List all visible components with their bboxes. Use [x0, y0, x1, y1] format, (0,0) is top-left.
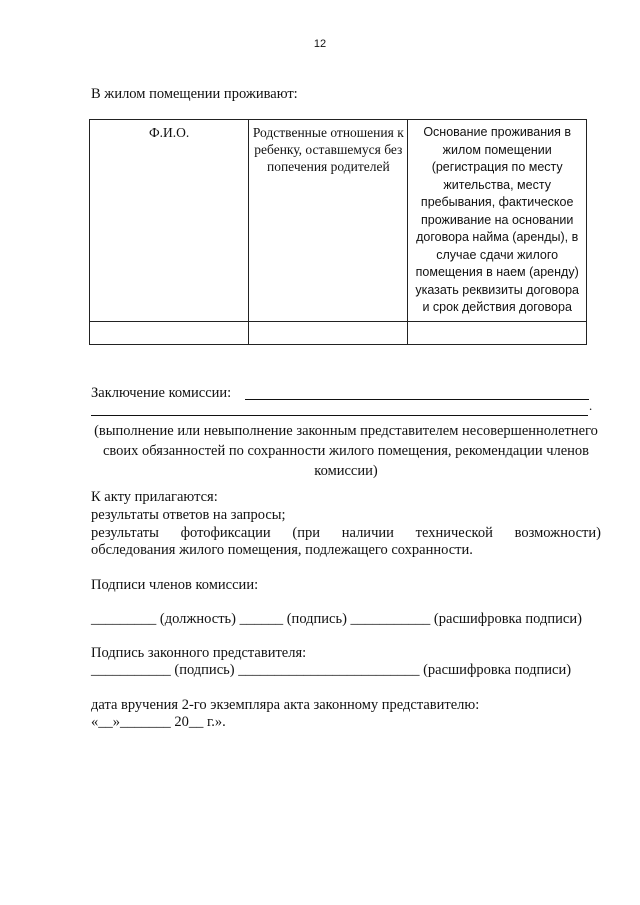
residents-table	[89, 119, 587, 345]
delivery-text: дата вручения 2-го экземпляра акта законному представителю:	[91, 697, 480, 713]
attachments-heading: К акту прилагаются:	[91, 489, 218, 505]
table-row	[90, 321, 587, 344]
members-signatures-heading: Подписи членов комиссии:	[91, 577, 259, 593]
table-header-row	[90, 120, 587, 322]
delivery-date-line[interactable]: «__»_______ 20__ г.».	[91, 714, 226, 730]
word: результаты	[91, 525, 159, 541]
word: (при	[292, 525, 320, 541]
members-signature-line[interactable]: _________ (должность) ______ (подпись) ___________ (расшифровка подписи)	[91, 611, 582, 627]
conclusion-fill-line-2[interactable]	[91, 415, 588, 416]
attachment-item-2-line-2: обследования жилого помещения, подлежащего сохранности.	[91, 542, 473, 558]
word: наличии	[341, 525, 394, 541]
conclusion-end-mark: .	[589, 398, 593, 413]
word: технической	[415, 525, 493, 541]
header-residence-basis: Основание проживания в жилом помещении (регистрация по месту жительства, месту пребывания, фактическое проживание на основании договора найма (аренды), в случае сдачи жилого помещения в наем (аренду) указать реквизиты договора и срок действия договора	[408, 120, 587, 322]
header-relation: Родственные отношения к ребенку, оставшемуся без попечения родителей	[249, 120, 408, 322]
residents-intro: В жилом помещении проживают:	[91, 86, 298, 102]
attachment-item-2-line-1	[91, 525, 601, 542]
attachment-item-1: результаты ответов на запросы;	[91, 507, 286, 523]
page-number: 12	[313, 38, 327, 50]
table-cell[interactable]	[408, 321, 587, 344]
conclusion-label: Заключение комиссии:	[91, 385, 232, 401]
conclusion-fill-line-1[interactable]	[245, 399, 589, 400]
representative-signature-line[interactable]: ___________ (подпись) _________________________ (расшифровка подписи)	[91, 662, 572, 678]
conclusion-note: (выполнение или невыполнение законным представителем несовершеннолетнего своих обязанностей по сохранности жилого помещения, рекомендации членов комиссии)	[94, 423, 598, 479]
word: фотофиксации	[180, 525, 271, 541]
table-cell[interactable]	[90, 321, 249, 344]
table-cell[interactable]	[249, 321, 408, 344]
header-fio: Ф.И.О.	[90, 120, 249, 322]
representative-signature-heading: Подпись законного представителя:	[91, 645, 307, 661]
word: возможности)	[514, 525, 601, 541]
